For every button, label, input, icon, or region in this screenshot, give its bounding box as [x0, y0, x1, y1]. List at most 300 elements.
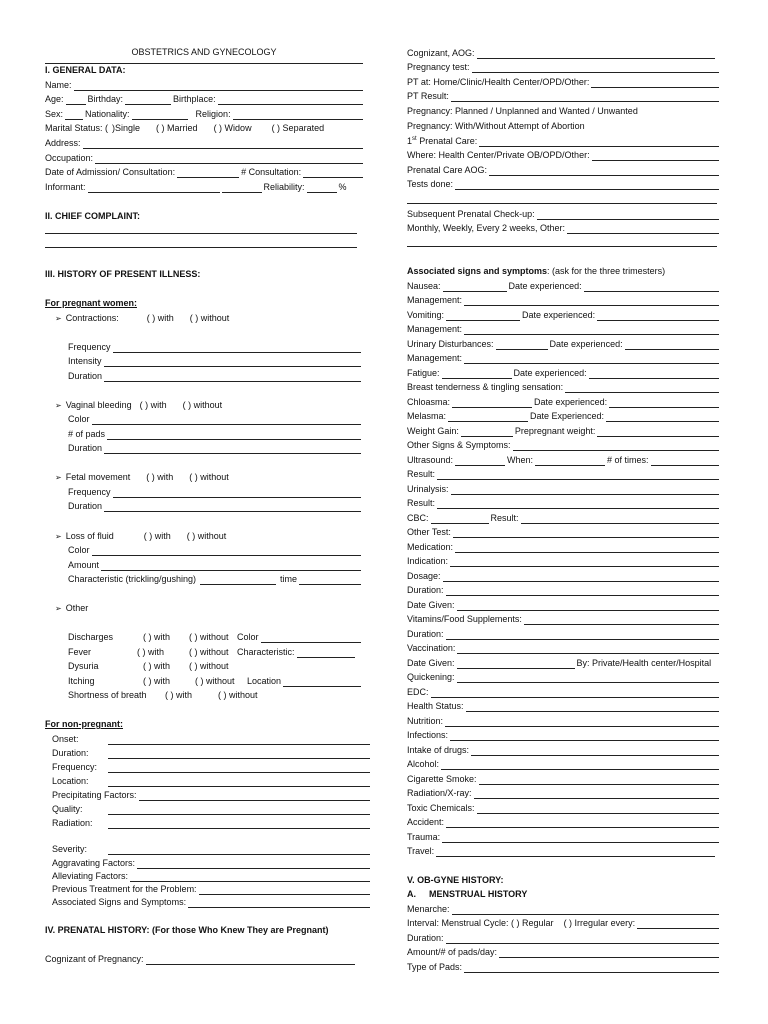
health-field[interactable]: [466, 703, 719, 712]
menstrual-heading: MENSTRUAL HISTORY: [429, 889, 528, 899]
vomiting-row: [407, 307, 719, 321]
edc-field[interactable]: [431, 689, 719, 698]
duration-row-2: [407, 626, 719, 640]
first-care-label: [407, 136, 477, 147]
fatigue-field[interactable]: [442, 370, 512, 379]
urinalysis-label: Urinalysis:: [407, 484, 449, 494]
name-label: Name:: [45, 80, 72, 90]
medication-field[interactable]: [455, 544, 719, 553]
first-care-field[interactable]: [479, 138, 719, 147]
occupation-field[interactable]: [95, 155, 363, 164]
other-test-row: [407, 524, 719, 538]
melasma-field[interactable]: [448, 413, 528, 422]
dysuria-row: [68, 658, 361, 672]
nutrition-label: Nutrition:: [407, 716, 444, 726]
discharges-with[interactable]: ( ) with: [143, 632, 170, 642]
chief-heading-row: [45, 208, 363, 222]
fetal-duration-row: [68, 498, 361, 512]
irregular-field[interactable]: [637, 920, 719, 929]
contractions-with[interactable]: ( ) with: [146, 313, 174, 323]
other-test-label: Other Test:: [407, 527, 451, 537]
fluid-characteristic-row: [68, 571, 361, 585]
color-field[interactable]: [92, 547, 361, 556]
trauma-row: [407, 829, 719, 843]
alcohol-field[interactable]: [441, 761, 719, 770]
np-frequency-label: Frequency:: [52, 762, 98, 772]
sob-without[interactable]: ( ) without: [218, 690, 258, 700]
urinary-row: [407, 336, 719, 350]
address-row: [45, 135, 363, 149]
edc-label: EDC:: [407, 687, 429, 697]
birthday-label: Birthday:: [87, 94, 124, 104]
preg-test-row: [407, 59, 719, 73]
pt-at-field[interactable]: [591, 79, 719, 88]
itching-with[interactable]: ( ) with: [143, 676, 170, 686]
indication-label: Indication:: [407, 556, 449, 566]
vomiting-date-label: Date experienced:: [522, 310, 596, 320]
interval-row: [407, 915, 719, 929]
cognizant-aog-field[interactable]: [477, 50, 715, 59]
drugs-row: [407, 742, 719, 756]
ultrasound-row: [407, 452, 719, 466]
pads-type-field[interactable]: [464, 964, 719, 973]
informant-row: [45, 179, 363, 193]
trauma-field[interactable]: [442, 834, 719, 843]
pregnant-heading-row: [45, 295, 363, 309]
chloasma-date-label: Date experienced:: [534, 397, 608, 407]
pt-result-label: PT Result:: [407, 91, 449, 101]
times-label: # of times:: [607, 455, 649, 465]
preg-test-field[interactable]: [472, 64, 719, 73]
infections-row: [407, 727, 719, 741]
age-row: [45, 91, 363, 105]
radiation-field[interactable]: [108, 820, 370, 829]
when-label: When:: [507, 455, 534, 465]
menarche-label: Menarche:: [407, 904, 450, 914]
weight-label: Weight Gain:: [407, 426, 459, 436]
separated-option[interactable]: ( ) Separated: [271, 123, 325, 133]
first-care-suffix: st: [412, 136, 417, 142]
prepregnant-label: Prepregnant weight:: [514, 426, 596, 436]
abortion-text: Pregnancy: With/Without Attempt of Abortion: [407, 121, 585, 131]
times-field[interactable]: [651, 457, 719, 466]
duration-field[interactable]: [104, 373, 361, 382]
edc-row: [407, 684, 719, 698]
urinary-date-field[interactable]: [625, 341, 719, 350]
menarche-row: [407, 901, 719, 915]
onset-row: [52, 731, 370, 745]
precipitating-field[interactable]: [139, 792, 370, 801]
nausea-field[interactable]: [443, 283, 507, 292]
sex-field[interactable]: [65, 111, 83, 120]
chief-line-1[interactable]: [45, 233, 357, 234]
religion-field[interactable]: [233, 111, 363, 120]
cigarette-label: Cigarette Smoke:: [407, 774, 477, 784]
pads-field[interactable]: [107, 431, 361, 440]
np-location-row: [52, 773, 370, 787]
health-row: [407, 698, 719, 712]
menarche-field[interactable]: [452, 906, 719, 915]
pregnant-heading: For pregnant women:: [45, 298, 137, 308]
dysuria-label: Dysuria: [68, 661, 99, 671]
chloasma-field[interactable]: [452, 399, 532, 408]
address-field[interactable]: [83, 140, 363, 149]
first-care-number: 1: [407, 136, 413, 146]
assoc-heading-row: [407, 263, 719, 277]
management-row-2: [407, 321, 719, 335]
frequency-field[interactable]: [113, 489, 361, 498]
result-field[interactable]: [437, 500, 719, 509]
color-label: Color: [68, 414, 90, 424]
informant-label: Informant:: [45, 182, 86, 192]
fetal-frequency-row: [68, 484, 361, 498]
accident-field[interactable]: [446, 819, 719, 828]
monthly-label: Monthly, Weekly, Every 2 weeks, Other:: [407, 223, 566, 233]
weight-field[interactable]: [461, 428, 513, 437]
pads-type-row: [407, 959, 719, 973]
nationality-field[interactable]: [132, 111, 188, 120]
indication-field[interactable]: [450, 558, 719, 567]
contractions-without[interactable]: ( ) without: [189, 313, 230, 323]
name-row: [45, 77, 363, 91]
name-field[interactable]: [74, 82, 363, 91]
severity-row: [52, 841, 370, 855]
vitamins-label: Vitamins/Food Supplements:: [407, 614, 522, 624]
admission-field[interactable]: [177, 169, 239, 178]
fluid-amount-row: [68, 557, 361, 571]
itching-without[interactable]: ( ) without: [195, 676, 235, 686]
other-signs-label: Other Signs & Symptoms:: [407, 440, 511, 450]
sob-row: [68, 687, 361, 701]
fluid-with[interactable]: ( ) with: [143, 531, 171, 541]
melasma-date-field[interactable]: [606, 413, 719, 422]
vaginal-pads-row: [68, 426, 361, 440]
contractions-intensity-row: [68, 353, 361, 367]
characteristic-field[interactable]: [200, 576, 276, 585]
severity-field[interactable]: [108, 846, 370, 855]
percent-label: %: [338, 182, 347, 192]
contractions-frequency-row: [68, 339, 361, 353]
religion-label: Religion:: [195, 109, 231, 119]
management-field[interactable]: [464, 326, 719, 335]
single-option[interactable]: )Single: [112, 123, 141, 133]
discharges-label: Discharges: [68, 632, 114, 642]
intensity-field[interactable]: [104, 358, 361, 367]
duration-field[interactable]: [446, 587, 719, 596]
pads-type-label: Type of Pads:: [407, 962, 463, 972]
date-given-row-2: [407, 655, 719, 669]
menstrual-letter: A.: [407, 889, 416, 899]
duration-label: Duration: [68, 371, 103, 381]
tests-line-2[interactable]: [407, 203, 717, 204]
date-given-field[interactable]: [457, 602, 719, 611]
result-row-1: [407, 466, 719, 480]
precipitating-row: [52, 787, 370, 801]
ultrasound-field[interactable]: [455, 457, 505, 466]
pt-at-label: PT at: Home/Clinic/Health Center/OPD/Other:: [407, 77, 590, 87]
menstrual-duration-field[interactable]: [446, 935, 719, 944]
cbc-field[interactable]: [431, 515, 489, 524]
vaginal-with[interactable]: ( ) with: [139, 400, 167, 410]
monthly-line-2[interactable]: [407, 246, 717, 247]
amount-field[interactable]: [101, 562, 361, 571]
pt-result-row: [407, 88, 719, 102]
fluid-color-row: [68, 542, 361, 556]
accident-label: Accident:: [407, 817, 445, 827]
vitamins-field[interactable]: [524, 616, 719, 625]
discharges-without[interactable]: ( ) without: [189, 632, 229, 642]
management-row-3: [407, 350, 719, 364]
reliability-field[interactable]: [307, 184, 337, 193]
fever-label: Fever: [68, 647, 92, 657]
management-label: Management:: [407, 295, 463, 305]
duration-label: Duration:: [407, 585, 444, 595]
address-label: Address:: [45, 138, 81, 148]
cognizant-preg-row: [45, 951, 355, 965]
prenatal-heading: IV. PRENATAL HISTORY: (For those Who Knew They are Pregnant): [45, 925, 329, 935]
fatigue-date-label: Date experienced:: [513, 368, 587, 378]
breast-label: Breast tenderness & tingling sensation:: [407, 382, 564, 392]
management-field[interactable]: [464, 297, 719, 306]
nausea-row: [407, 278, 719, 292]
menstrual-duration-label: Duration:: [407, 933, 444, 943]
duration-field[interactable]: [104, 503, 361, 512]
np-frequency-field[interactable]: [108, 764, 370, 773]
vaginal-without[interactable]: ( ) without: [182, 400, 223, 410]
accident-row: [407, 814, 719, 828]
infections-field[interactable]: [450, 732, 719, 741]
previous-label: Previous Treatment for the Problem:: [52, 884, 197, 894]
dysuria-without[interactable]: ( ) without: [189, 661, 229, 671]
duration-field[interactable]: [104, 445, 361, 454]
cbc-result-field[interactable]: [521, 515, 719, 524]
sob-with[interactable]: ( ) with: [165, 690, 192, 700]
frequency-field[interactable]: [113, 344, 361, 353]
pads-label: # of pads: [68, 429, 106, 439]
amount-field[interactable]: [499, 949, 719, 958]
vomiting-date-field[interactable]: [597, 312, 719, 321]
result-label: Result:: [407, 469, 436, 479]
vitamins-row: [407, 611, 719, 625]
obgyne-heading-row: [407, 872, 719, 886]
contractions-duration-row: [68, 368, 361, 382]
itching-label: Itching: [68, 676, 95, 686]
vomiting-label: Vomiting:: [407, 310, 445, 320]
np-location-field[interactable]: [108, 778, 370, 787]
marital-row: [45, 120, 363, 134]
associated-field[interactable]: [188, 899, 370, 908]
occupation-row: [45, 150, 363, 164]
vaginal-color-row: [68, 411, 361, 425]
cbc-row: [407, 510, 719, 524]
widow-option[interactable]: ( ) Widow: [213, 123, 252, 133]
menstrual-heading-row: [407, 886, 719, 900]
management-field[interactable]: [464, 355, 719, 364]
prepregnant-field[interactable]: [597, 428, 719, 437]
other-row: [45, 600, 363, 614]
arrow-bullet-icon: ➢: [55, 314, 62, 323]
cigarette-field[interactable]: [479, 776, 719, 785]
xray-label: Radiation/X-ray:: [407, 788, 472, 798]
np-duration-field[interactable]: [108, 750, 370, 759]
occupation-label: Occupation:: [45, 153, 94, 163]
married-option[interactable]: ( ) Married: [156, 123, 198, 133]
aggravating-row: [52, 855, 370, 869]
when-field[interactable]: [535, 457, 605, 466]
chloasma-date-field[interactable]: [609, 399, 719, 408]
urinalysis-field[interactable]: [451, 486, 719, 495]
drugs-label: Intake of drugs:: [407, 745, 470, 755]
weight-row: [407, 423, 719, 437]
date-given-field[interactable]: [457, 660, 575, 669]
fluid-without[interactable]: ( ) without: [186, 531, 227, 541]
chief-line-2[interactable]: [45, 247, 357, 248]
cognizant-preg-field[interactable]: [146, 956, 355, 965]
monthly-field[interactable]: [567, 225, 719, 234]
breast-field[interactable]: [565, 384, 719, 393]
vaccination-field[interactable]: [457, 645, 719, 654]
nationality-label: Nationality:: [85, 109, 130, 119]
prenatal-heading-row: [45, 922, 363, 936]
date-given-row-1: [407, 597, 719, 611]
radiation-row: [52, 815, 370, 829]
fetal-row: [45, 469, 363, 483]
fever-row: [68, 644, 355, 658]
other-signs-field[interactable]: [513, 442, 719, 451]
other-label: Other: [65, 603, 89, 613]
medication-row: [407, 539, 719, 553]
planned-text: Pregnancy: Planned / Unplanned and Wanted / Unwanted: [407, 106, 638, 116]
informant-field[interactable]: [88, 184, 220, 193]
general-heading: I. GENERAL DATA:: [45, 65, 126, 75]
result-field[interactable]: [437, 471, 719, 480]
onset-label: Onset:: [52, 734, 79, 744]
nausea-date-label: Date experienced:: [508, 281, 582, 291]
sex-label: Sex:: [45, 109, 64, 119]
discharges-color-field[interactable]: [261, 634, 361, 643]
indication-row: [407, 553, 719, 567]
cognizant-aog-label: Cognizant, AOG:: [407, 48, 475, 58]
birthplace-label: Birthplace:: [173, 94, 216, 104]
tests-label: Tests done:: [407, 179, 454, 189]
subsequent-label: Subsequent Prenatal Check-up:: [407, 209, 535, 219]
dosage-label: Dosage:: [407, 571, 441, 581]
previous-row: [52, 881, 370, 895]
fever-without[interactable]: ( ) without: [189, 647, 229, 657]
nonpregnant-heading: For non-pregnant:: [45, 719, 123, 729]
np-frequency-row: [52, 759, 370, 773]
fever-char-field[interactable]: [297, 649, 355, 658]
page-title: OBSTETRICS AND GYNECOLOGY: [131, 47, 277, 57]
pt-result-field[interactable]: [451, 93, 719, 102]
drugs-field[interactable]: [471, 747, 719, 756]
health-label: Health Status:: [407, 701, 464, 711]
vaccination-row: [407, 640, 719, 654]
assoc-heading-note: : (ask for the three trimesters): [547, 266, 666, 276]
vaginal-row: [45, 397, 363, 411]
quickening-label: Quickening:: [407, 672, 455, 682]
fever-with[interactable]: ( ) with: [137, 647, 164, 657]
subsequent-row: [407, 206, 719, 220]
duration-field[interactable]: [446, 631, 719, 640]
care-aog-row: [407, 162, 719, 176]
urinary-field[interactable]: [496, 341, 548, 350]
contractions-label: Contractions:: [65, 313, 119, 323]
duration-row-1: [407, 582, 719, 596]
frequency-label: Frequency: [68, 342, 111, 352]
birthplace-field[interactable]: [218, 96, 363, 105]
breast-row: [407, 379, 719, 393]
amount-row: [407, 944, 719, 958]
itching-location-label: Location: [247, 676, 282, 686]
age-label: Age:: [45, 94, 64, 104]
general-heading-row: [45, 62, 363, 76]
amount-label: Amount/# of pads/day:: [407, 947, 498, 957]
quickening-field[interactable]: [457, 674, 719, 683]
trauma-label: Trauma:: [407, 832, 441, 842]
color-label: Color: [68, 545, 90, 555]
num-consult-field[interactable]: [303, 169, 363, 178]
medication-label: Medication:: [407, 542, 454, 552]
np-duration-label: Duration:: [52, 748, 89, 758]
chloasma-row: [407, 394, 719, 408]
management-label: Management:: [407, 353, 463, 363]
admission-row: [45, 164, 363, 178]
xray-field[interactable]: [474, 790, 719, 799]
quality-field[interactable]: [108, 806, 370, 815]
dosage-field[interactable]: [443, 573, 719, 582]
care-aog-field[interactable]: [489, 167, 719, 176]
travel-field[interactable]: [436, 848, 715, 857]
time-label: time: [280, 574, 298, 584]
birthday-field[interactable]: [125, 96, 171, 105]
nausea-date-field[interactable]: [584, 283, 719, 292]
onset-field[interactable]: [108, 736, 370, 745]
time-field[interactable]: [299, 576, 361, 585]
age-field[interactable]: [66, 96, 86, 105]
date-given-label: Date Given:: [407, 658, 455, 668]
nutrition-field[interactable]: [445, 718, 719, 727]
obgyne-heading: V. OB-GYNE HISTORY:: [407, 875, 504, 885]
associated-row: [52, 894, 370, 908]
planned-row: [407, 103, 719, 117]
fetal-without[interactable]: ( ) without: [189, 472, 229, 482]
frequency-label: Frequency: [68, 487, 111, 497]
cognizant-preg-label: Cognizant of Pregnancy:: [45, 954, 144, 964]
other-test-field[interactable]: [453, 529, 719, 538]
color-field[interactable]: [92, 416, 361, 425]
intensity-label: Intensity: [68, 356, 102, 366]
sob-label: Shortness of breath: [68, 690, 147, 700]
fatigue-date-field[interactable]: [589, 370, 719, 379]
where-row: [407, 147, 719, 161]
dysuria-with[interactable]: ( ) with: [143, 661, 170, 671]
tests-field[interactable]: [455, 181, 719, 190]
subsequent-field[interactable]: [537, 211, 719, 220]
vomiting-field[interactable]: [446, 312, 520, 321]
arrow-bullet-icon: ➢: [55, 532, 62, 541]
itching-location-field[interactable]: [283, 678, 361, 687]
aggravating-label: Aggravating Factors:: [52, 858, 136, 868]
toxic-field[interactable]: [477, 805, 719, 814]
informant-field-2[interactable]: [222, 184, 262, 193]
arrow-bullet-icon: ➢: [55, 604, 62, 613]
preg-test-label: Pregnancy test:: [407, 62, 470, 72]
where-field[interactable]: [592, 152, 719, 161]
where-label: Where: Health Center/Private OB/OPD/Other:: [407, 150, 590, 160]
fetal-with[interactable]: ( ) with: [146, 472, 174, 482]
melasma-label: Melasma:: [407, 411, 447, 421]
